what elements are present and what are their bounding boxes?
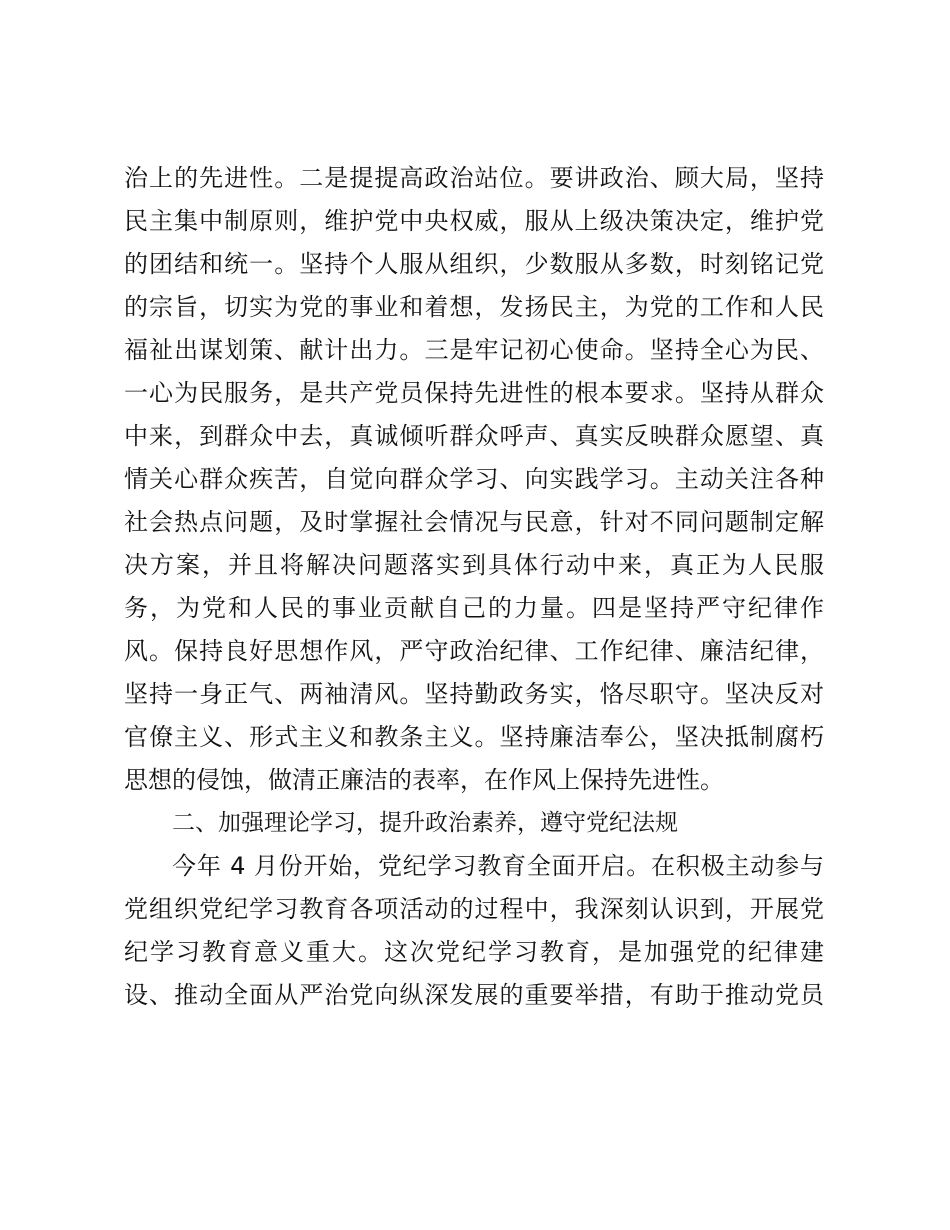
- text-line: 坚持一身正气、两袖清风。坚持勤政务实，恪尽职守。坚决反对: [124, 680, 824, 708]
- text-line: 风。保持良好思想作风，严守政治纪律、工作纪律、廉洁纪律，: [124, 637, 824, 665]
- text-line: 官僚主义、形式主义和教条主义。坚持廉洁奉公，坚决抵制腐朽: [124, 723, 824, 751]
- text-line: 社会热点问题，及时掌握社会情况与民意，针对不同问题制定解: [124, 508, 824, 536]
- text-line: 设、推动全面从严治党向纵深发展的重要举措，有助于推动党员: [124, 981, 824, 1009]
- text-line: 民主集中制原则，维护党中央权威，服从上级决策决定，维护党: [124, 207, 824, 235]
- paragraph-1: [124, 157, 824, 802]
- text-line: 中来，到群众中去，真诚倾听群众呼声、真实反映群众愿望、真: [124, 422, 824, 450]
- text-line: 福祉出谋划策、献计出力。三是牢记初心使命。坚持全心为民、: [124, 336, 824, 364]
- text-line: 纪学习教育意义重大。这次党纪学习教育，是加强党的纪律建: [124, 938, 824, 966]
- section-heading: 二、加强理论学习，提升政治素养，遵守党纪法规: [172, 810, 678, 836]
- text-line: 的团结和统一。坚持个人服从组织，少数服从多数，时刻铭记党: [124, 250, 824, 278]
- text-line: 务，为党和人民的事业贡献自己的力量。四是坚持严守纪律作: [124, 594, 824, 622]
- paragraph-2: [124, 845, 824, 1017]
- text-line: 今年 4 月份开始，党纪学习教育全面开启。在积极主动参与: [172, 852, 824, 880]
- text-line: 情关心群众疾苦，自觉向群众学习、向实践学习。主动关注各种: [124, 465, 824, 493]
- text-line: 党组织党纪学习教育各项活动的过程中，我深刻认识到，开展党: [124, 895, 824, 923]
- text-line: 思想的侵蚀，做清正廉洁的表率，在作风上保持先进性。: [124, 766, 724, 794]
- text-line: 决方案，并且将解决问题落实到具体行动中来，真正为人民服: [124, 551, 824, 579]
- document-body: [124, 157, 824, 1017]
- text-line: 一心为民服务，是共产党员保持先进性的根本要求。坚持从群众: [124, 379, 824, 407]
- text-line: 治上的先进性。二是提提高政治站位。要讲政治、顾大局，坚持: [124, 164, 824, 192]
- text-line: 的宗旨，切实为党的事业和着想，发扬民主，为党的工作和人民: [124, 293, 824, 321]
